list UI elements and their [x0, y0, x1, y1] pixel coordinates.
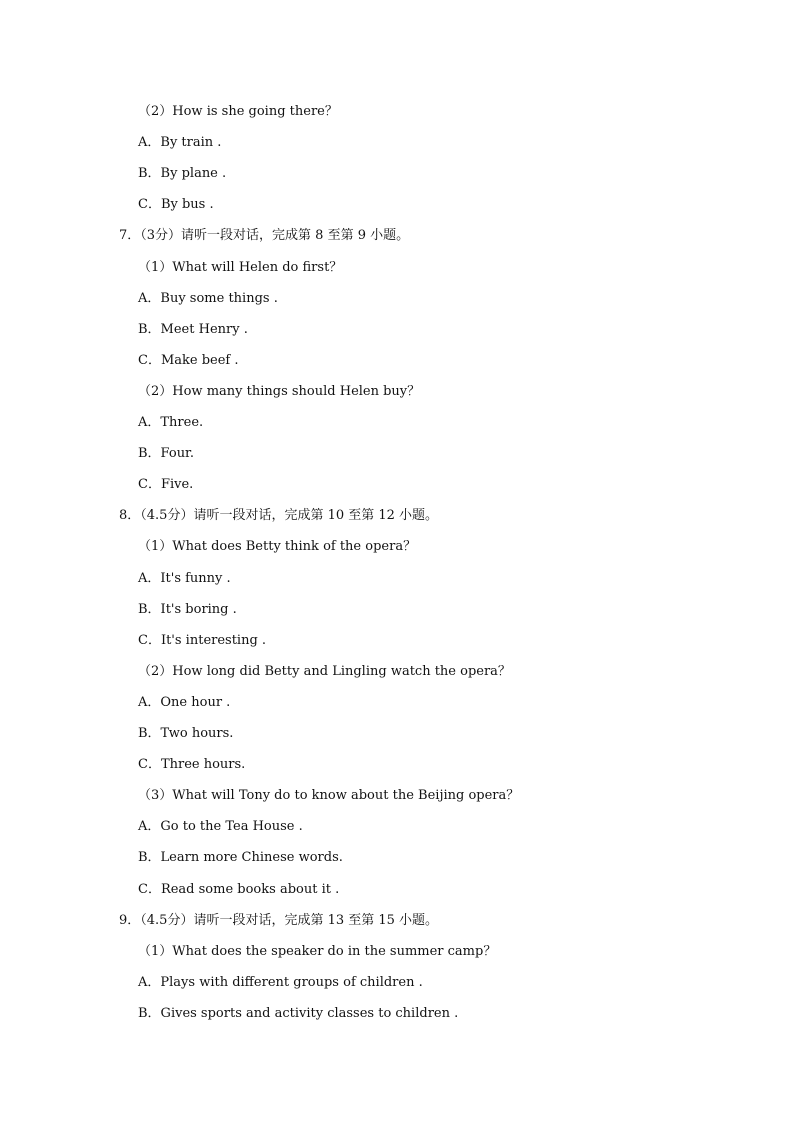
answer-option: C．Make beef .: [138, 353, 239, 368]
answer-option: A．By train .: [138, 135, 222, 150]
answer-option: B．Gives sports and activity classes to children .: [138, 1006, 459, 1021]
answer-option: A．It's funny .: [138, 571, 231, 586]
answer-option: B．Learn more Chinese words.: [138, 850, 343, 865]
sub-question: （1）What will Helen do first？: [138, 260, 343, 275]
sub-question: （1）What does Betty think of the opera？: [138, 539, 417, 554]
sub-question: （2）How is she going there？: [138, 104, 338, 119]
answer-option: A．Buy some things .: [138, 291, 278, 306]
answer-option: C．Five.: [138, 477, 194, 492]
answer-option: B．It's boring .: [138, 602, 237, 617]
answer-option: A．Plays with different groups of children .: [138, 975, 423, 990]
answer-option: C．Three hours.: [138, 757, 246, 772]
answer-option: C．It's interesting .: [138, 633, 267, 648]
answer-option: A．Three.: [138, 415, 204, 430]
answer-option: A．One hour .: [138, 695, 231, 710]
question-heading: 7．（3分）请听一段对话，完成第 8 至第 9 小题。: [119, 228, 410, 243]
question-heading: 9．（4.5分）请听一段对话，完成第 13 至第 15 小题。: [119, 913, 439, 928]
answer-option: B．Meet Henry .: [138, 322, 248, 337]
answer-option: B．Two hours.: [138, 726, 234, 741]
sub-question: （3）What will Tony do to know about the Beijing opera？: [138, 788, 520, 803]
question-heading: 8．（4.5分）请听一段对话，完成第 10 至第 12 小题。: [119, 508, 439, 523]
answer-option: C．By bus .: [138, 197, 214, 212]
sub-question: （1）What does the speaker do in the summer camp？: [138, 944, 497, 959]
sub-question: （2）How long did Betty and Lingling watch the opera？: [138, 664, 511, 679]
answer-option: B．By plane .: [138, 166, 227, 181]
answer-option: A．Go to the Tea House .: [138, 819, 303, 834]
answer-option: B．Four.: [138, 446, 194, 461]
sub-question: （2）How many things should Helen buy？: [138, 384, 421, 399]
answer-option: C．Read some books about it .: [138, 882, 340, 897]
